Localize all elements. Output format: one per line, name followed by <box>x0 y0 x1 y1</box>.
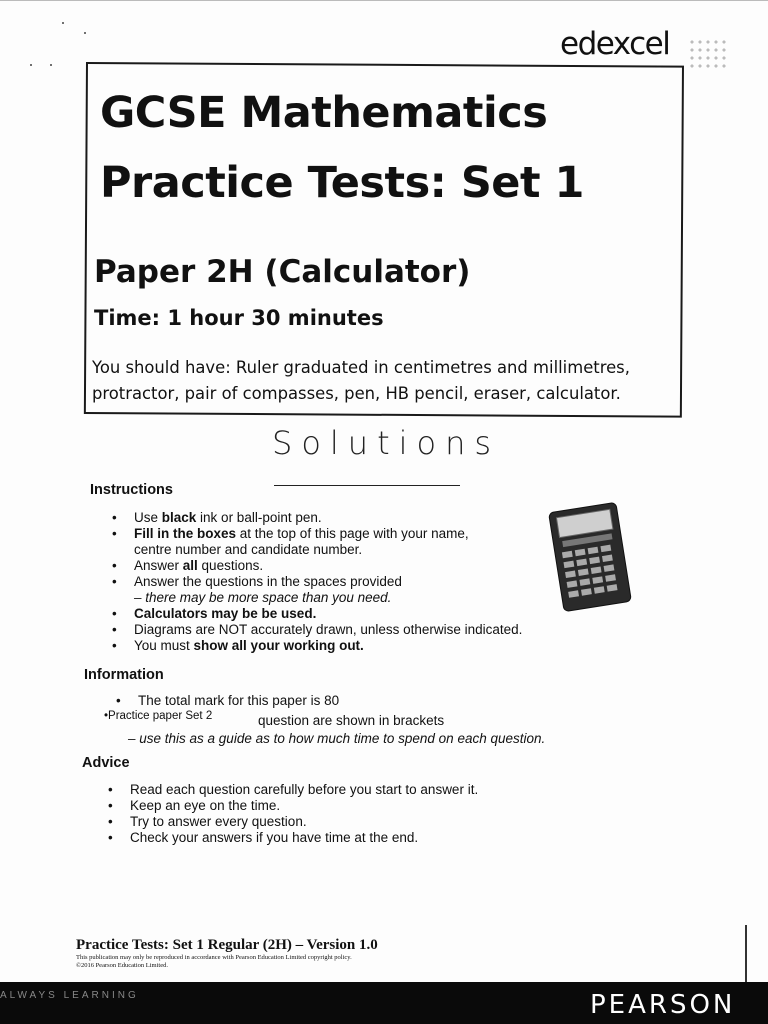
information-note-small: •Practice paper Set 2 <box>104 710 213 722</box>
title-line-1: GCSE Mathematics <box>100 88 548 138</box>
list-item: • Use black ink or ball-point pen. <box>108 510 522 526</box>
always-learning-tagline: ALWAYS LEARNING <box>0 990 139 1001</box>
list-item: • Read each question carefully before you start to answer it. <box>104 782 478 798</box>
footer-title: Practice Tests: Set 1 Regular (2H) – Version 1.0 <box>76 937 378 953</box>
solutions-underline <box>274 485 460 486</box>
footer-divider <box>745 925 747 985</box>
list-item-continuation: – there may be more space than you need. <box>134 590 392 605</box>
equipment-list <box>92 355 667 407</box>
instructions-heading: Instructions <box>90 482 173 498</box>
list-item: • Keep an eye on the time. <box>104 798 478 814</box>
advice-list <box>104 782 478 846</box>
scan-speck <box>62 22 64 24</box>
list-item: • Answer all questions. <box>108 558 522 574</box>
scan-speck <box>84 32 86 34</box>
footer-copyright <box>76 954 352 970</box>
equipment-line-2: protractor, pair of compasses, pen, HB pencil, eraser, calculator. <box>92 384 621 403</box>
list-item: • Answer the questions in the spaces provided <box>108 574 522 590</box>
list-item: • Diagrams are NOT accurately drawn, unless otherwise indicated. <box>108 622 522 638</box>
list-item: • Calculators may be be used. <box>108 606 522 622</box>
instructions-list <box>108 510 522 654</box>
pearson-logo: PEARSON <box>590 990 736 1020</box>
edexcel-logo-mark <box>688 38 726 70</box>
advice-heading: Advice <box>82 755 130 771</box>
list-item: • You must show all your working out. <box>108 638 522 654</box>
list-item: • Check your answers if you have time at the end. <box>104 830 478 846</box>
paper-title: Paper 2H (Calculator) <box>94 254 471 290</box>
handwritten-solutions: Solutions <box>272 424 501 462</box>
list-item-continuation: centre number and candidate number. <box>134 542 363 557</box>
footer-copyright-line-2: ©2016 Pearson Education Limited. <box>76 962 168 969</box>
information-heading: Information <box>84 667 164 683</box>
calculator-icon <box>547 501 632 613</box>
scan-edge <box>0 0 768 1</box>
equipment-line-1: You should have: Ruler graduated in centimetres and millimetres, <box>92 358 630 377</box>
information-line-3: – use this as a guide as to how much time to spend on each question. <box>128 731 546 746</box>
footer-copyright-line-1: This publication may only be reproduced in accordance with Pearson Education Limited copyright policy. <box>76 954 352 961</box>
scan-speck <box>30 64 32 66</box>
time-allowed: Time: 1 hour 30 minutes <box>94 306 384 330</box>
information-list <box>112 693 339 709</box>
scan-speck <box>50 64 52 66</box>
list-item: • Try to answer every question. <box>104 814 478 830</box>
information-line-2: question are shown in brackets <box>258 713 445 728</box>
edexcel-logo: edexcel <box>560 26 670 62</box>
list-item: • The total mark for this paper is 80 <box>112 693 339 709</box>
title-line-2: Practice Tests: Set 1 <box>100 158 584 208</box>
list-item: • Fill in the boxes at the top of this page with your name, <box>108 526 522 542</box>
